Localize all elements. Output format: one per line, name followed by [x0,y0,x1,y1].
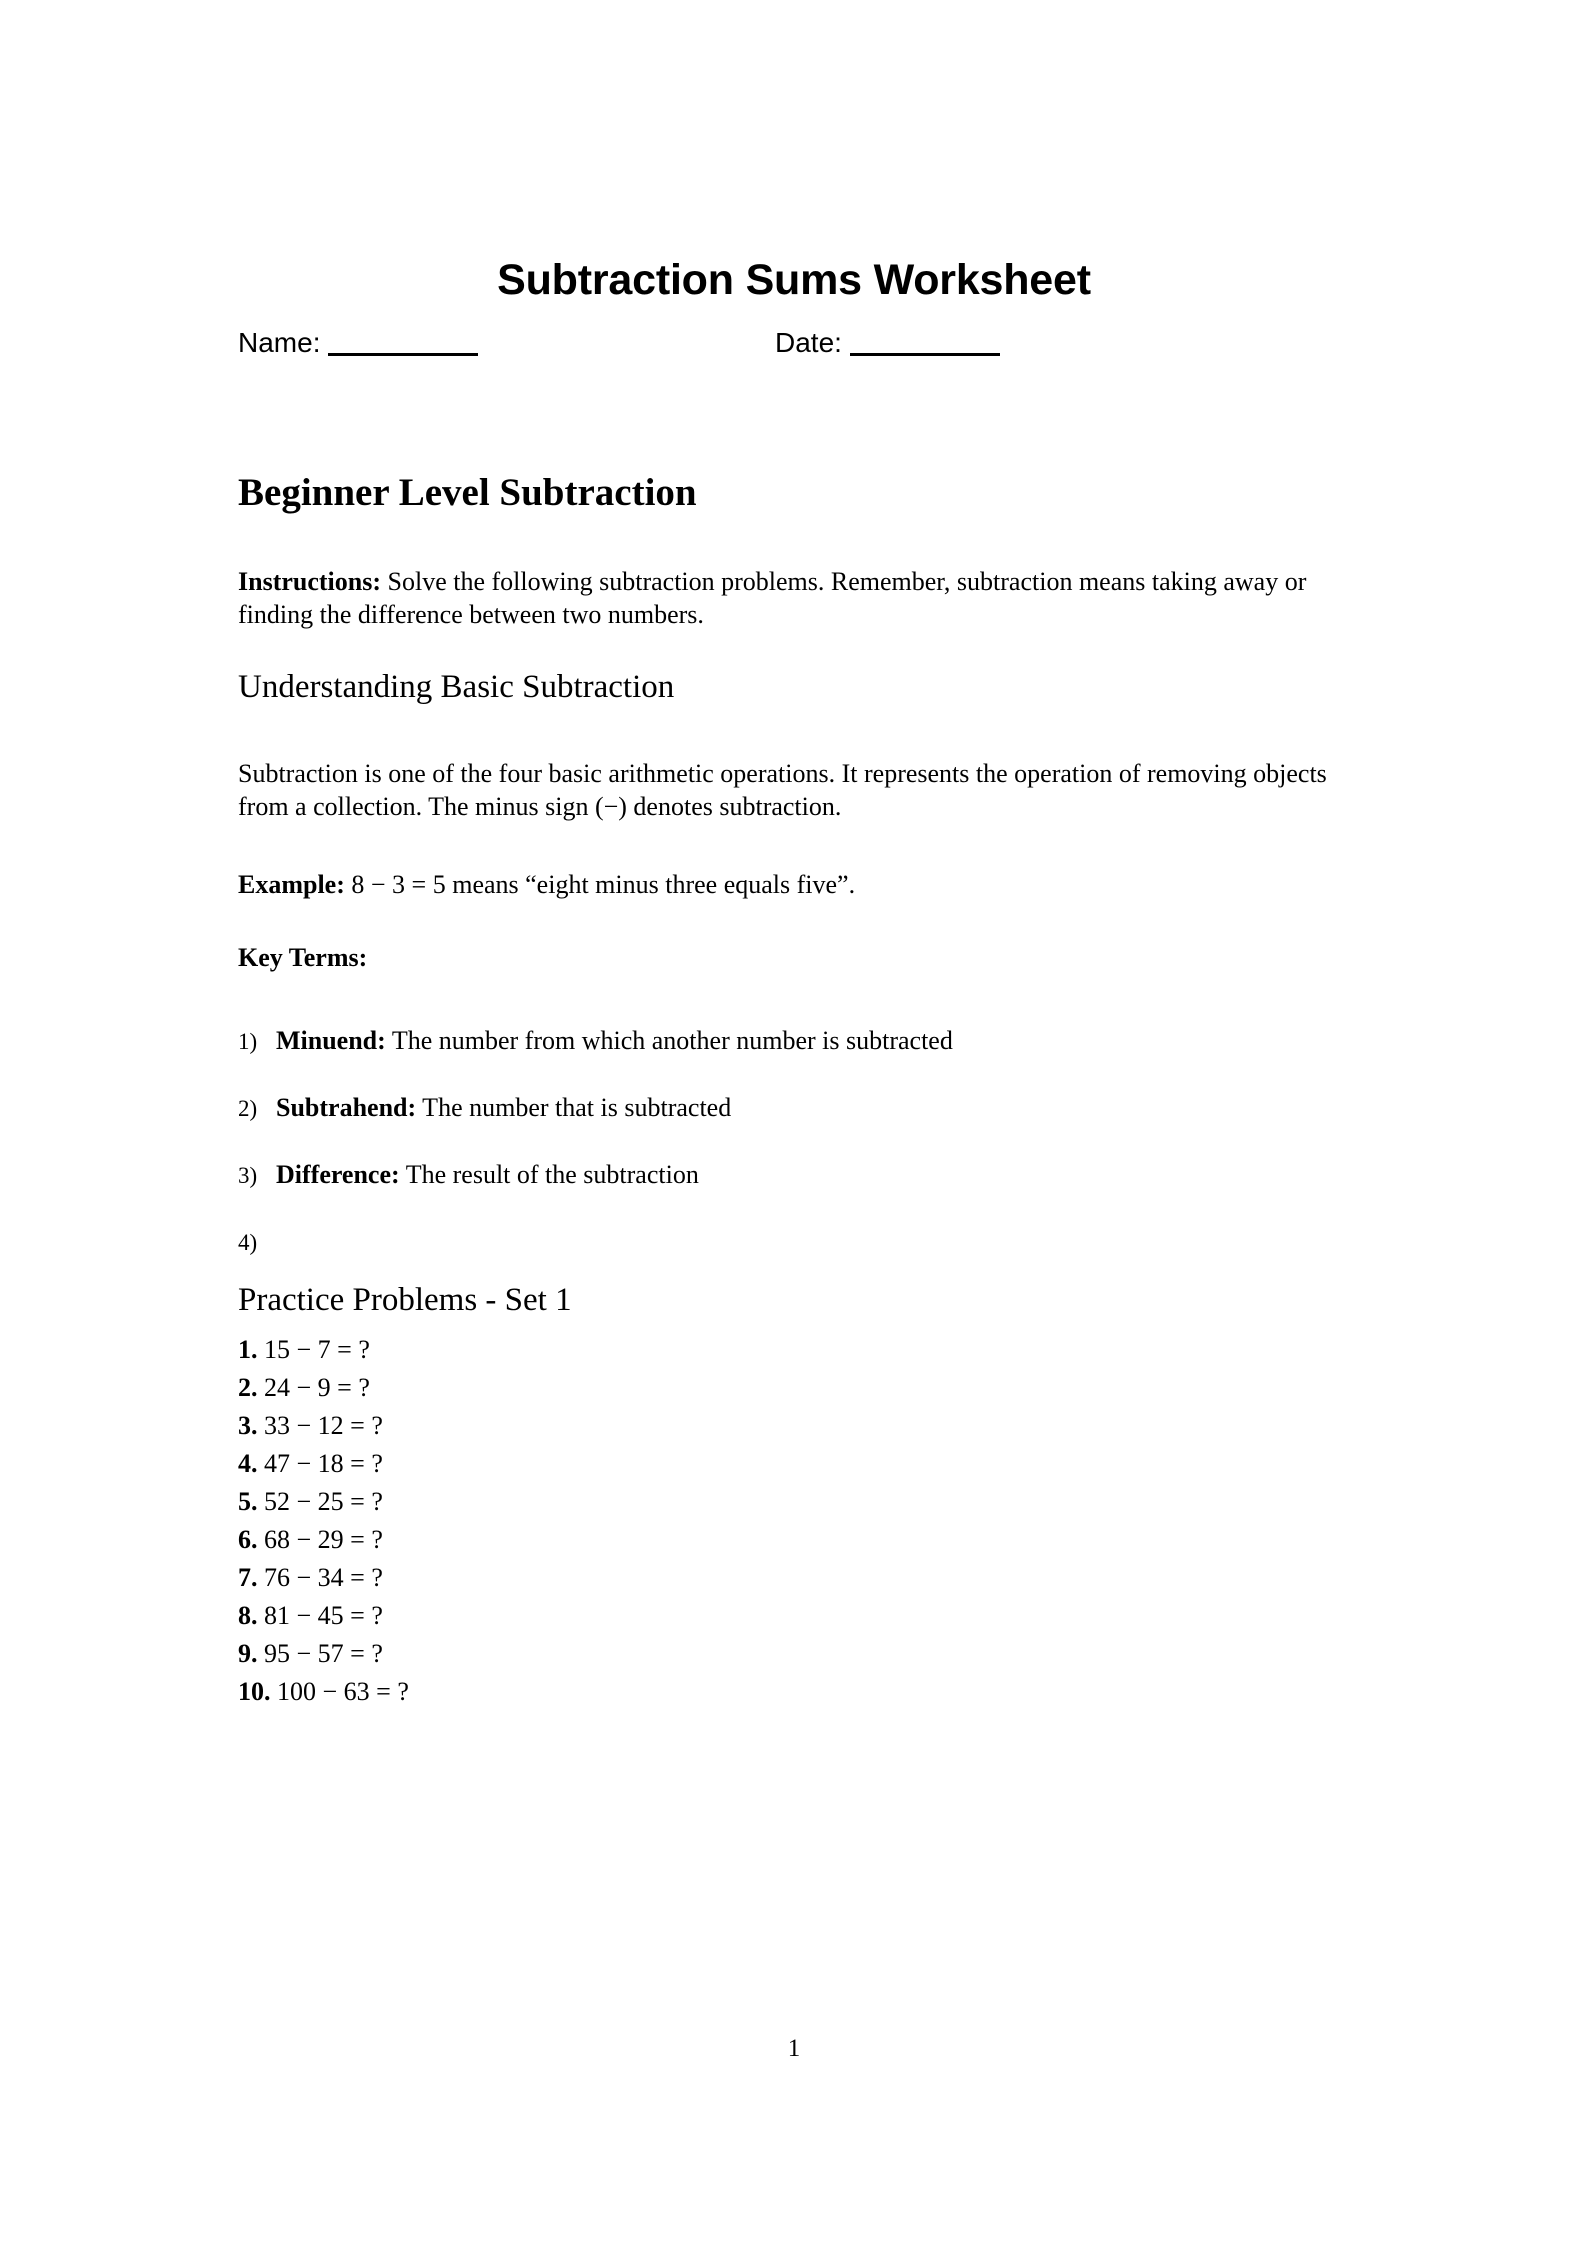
problem-expression: 15 − 7 = ? [257,1335,370,1364]
key-term-definition: The number that is subtracted [416,1093,732,1122]
problem-number: 6. [238,1525,258,1554]
problem-expression: 95 − 57 = ? [257,1639,383,1668]
example-label: Example: [238,870,345,899]
key-term-definition: The number from which another number is subtracted [385,1026,953,1055]
problem-number: 9. [238,1639,258,1668]
key-term-number: 4) [238,1230,258,1255]
page-number: 1 [787,2035,801,2062]
example-text: 8 − 3 = 5 means “eight minus three equals five”. [344,870,856,899]
key-term-number: 2) [238,1096,258,1121]
key-term-number: 3) [238,1163,258,1188]
problem-expression: 47 − 18 = ? [257,1449,383,1478]
instructions-label: Instructions: [238,567,382,596]
name-field [238,325,478,361]
name-blank-line[interactable] [328,331,478,356]
key-term-label: Difference: [276,1160,400,1189]
problem-expression: 100 − 63 = ? [270,1677,409,1706]
key-terms-label: Key Terms: [238,943,368,972]
problem-expression: 52 − 25 = ? [257,1487,383,1516]
date-blank-line[interactable] [850,331,1000,356]
problem-expression: 68 − 29 = ? [257,1525,383,1554]
instructions-text: Solve the following subtraction problems. Remember, subtraction means taking away or finding the difference between two numbers. [238,567,1307,629]
problem-number: 2. [238,1373,258,1402]
key-terms-label-wrap [238,941,1328,974]
name-label: Name: [238,327,321,358]
body-paragraph: Subtraction is one of the four basic arithmetic operations. It represents the operation of removing objects from a collection. The minus sign (−) denotes subtraction. [238,759,1327,821]
problem-row [238,1559,838,1597]
subsection-heading: Understanding Basic Subtraction [238,669,675,705]
key-term-definition: The result of the subtraction [399,1160,699,1189]
key-term-item [238,1024,1328,1058]
problem-expression: 24 − 9 = ? [257,1373,370,1402]
problem-number: 1. [238,1335,258,1364]
problem-row [238,1597,838,1635]
date-label: Date: [775,327,842,358]
key-term-number: 1) [238,1029,258,1054]
problem-row [238,1635,838,1673]
problem-expression: 33 − 12 = ? [257,1411,383,1440]
section-heading: Beginner Level Subtraction [238,471,697,514]
problem-row [238,1445,838,1483]
problem-row [238,1331,838,1369]
practice-problems-list [238,1331,838,1711]
practice-heading: Practice Problems - Set 1 [238,1282,572,1318]
problem-row [238,1673,838,1711]
name-date-row [238,325,1358,365]
problem-number: 3. [238,1411,258,1440]
problem-row [238,1369,838,1407]
problem-expression: 81 − 45 = ? [257,1601,383,1630]
key-term-item-empty [238,1225,1328,1259]
problem-row [238,1407,838,1445]
problem-row [238,1521,838,1559]
key-term-item [238,1158,1328,1192]
key-term-label: Minuend: [276,1026,386,1055]
key-term-label: Subtrahend: [276,1093,417,1122]
page-title: Subtraction Sums Worksheet [497,256,1091,304]
example-paragraph [238,868,1328,901]
problem-row [238,1483,838,1521]
instructions-paragraph [238,565,1328,631]
key-term-item [238,1091,1328,1125]
problem-number: 5. [238,1487,258,1516]
problem-number: 4. [238,1449,258,1478]
problem-number: 8. [238,1601,258,1630]
problem-number: 7. [238,1563,258,1592]
problem-number: 10. [238,1677,271,1706]
date-field [775,325,1000,361]
problem-expression: 76 − 34 = ? [257,1563,383,1592]
